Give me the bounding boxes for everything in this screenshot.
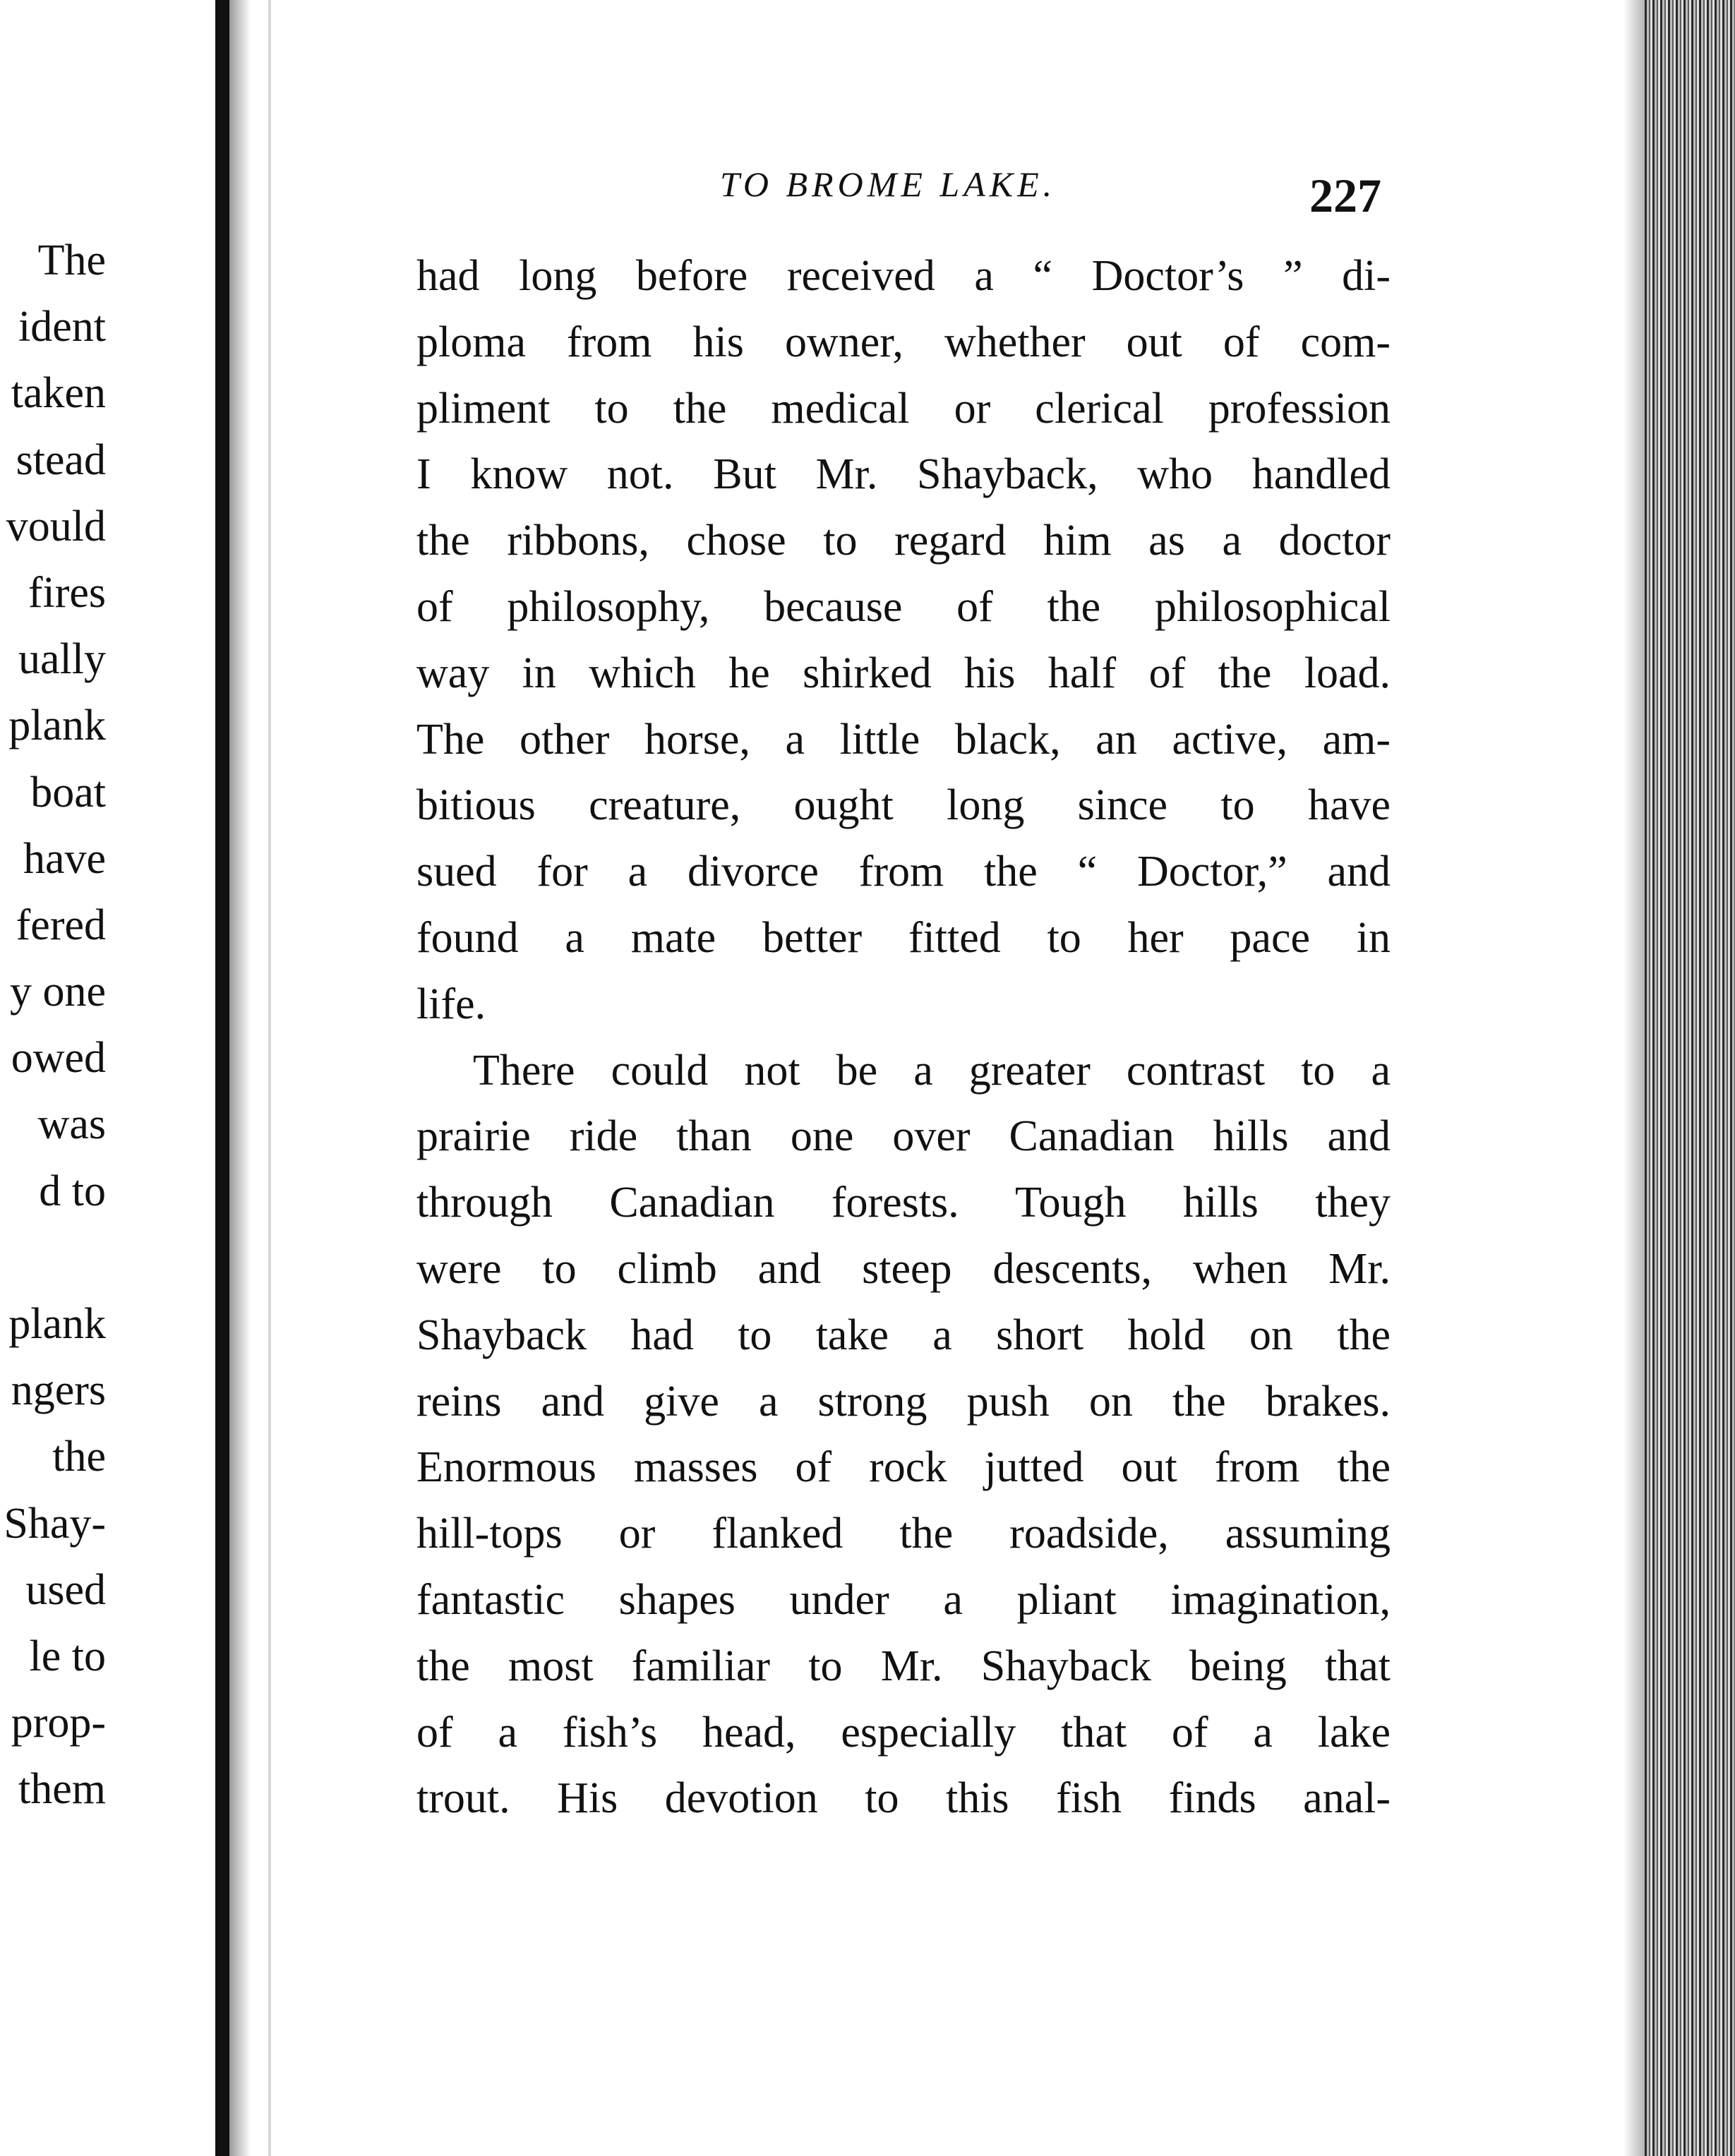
- left-text-line: have: [23, 834, 106, 883]
- left-text-line: d to: [39, 1167, 106, 1215]
- gutter-shadow: [229, 0, 251, 2156]
- left-text-line: was: [37, 1100, 106, 1149]
- left-text-line: fires: [28, 568, 106, 617]
- body-text-line: trout. His devotion to this fish finds anal-: [416, 1774, 1391, 1823]
- body-text-line: reins and give a strong push on the brakes.: [416, 1377, 1391, 1426]
- left-text-line: le to: [29, 1632, 106, 1680]
- page-margin-rule: [268, 0, 271, 2156]
- left-text-line: boat: [30, 768, 106, 817]
- left-text-line: The: [37, 236, 106, 284]
- left-text-line: plank: [8, 701, 106, 750]
- body-text-line: fantastic shapes under a pliant imagination,: [416, 1575, 1391, 1624]
- body-text-line: pliment to the medical or clerical profession: [416, 384, 1391, 433]
- left-text-line: plank: [8, 1300, 106, 1348]
- page-stack-edge: [1645, 0, 1735, 2156]
- left-text-line: used: [25, 1565, 106, 1614]
- body-text-line: had long before received a “ Doctor’s ” di-: [416, 252, 1391, 300]
- body-text-line: prairie ride than one over Canadian hills and: [416, 1112, 1391, 1161]
- left-text-line: prop-: [11, 1699, 106, 1747]
- body-text-line: I know not. But Mr. Shayback, who handled: [416, 450, 1391, 499]
- body-text-line: ploma from his owner, whether out of com-: [416, 318, 1391, 366]
- left-text-line: ngers: [11, 1366, 106, 1415]
- page-edge-shadow: [1623, 0, 1645, 2156]
- body-text-line: Shayback had to take a short hold on the: [416, 1311, 1391, 1359]
- left-text-line: stead: [16, 435, 106, 484]
- left-text-line: vould: [6, 502, 106, 550]
- body-text-line: found a mate better fitted to her pace in: [416, 913, 1391, 962]
- body-text-line: were to climb and steep descents, when Mr.: [416, 1244, 1391, 1293]
- running-head: TO BROME LAKE.: [720, 164, 1057, 204]
- left-text-line: Shay-: [4, 1499, 106, 1548]
- left-text-line: y one: [9, 968, 106, 1016]
- left-text-line: them: [18, 1765, 106, 1814]
- left-page-fragment: [0, 0, 219, 2156]
- left-text-line: taken: [11, 369, 106, 418]
- body-text-line: The other horse, a little black, an active, am-: [416, 715, 1391, 764]
- body-text-line: the most familiar to Mr. Shayback being that: [416, 1642, 1391, 1690]
- body-text-line: the ribbons, chose to regard him as a doctor: [416, 517, 1391, 565]
- body-text-line: Enormous masses of rock jutted out from the: [416, 1443, 1391, 1492]
- left-page-text: [0, 227, 106, 1823]
- body-text-line: of philosophy, because of the philosophical: [416, 582, 1391, 631]
- body-text-line: way in which he shirked his half of the load.: [416, 649, 1391, 697]
- body-text-line: bitious creature, ought long since to have: [416, 781, 1391, 830]
- left-text-line: fered: [16, 901, 106, 949]
- body-text-line: hill-tops or flanked the roadside, assuming: [416, 1510, 1391, 1558]
- book-gutter: [215, 0, 229, 2156]
- left-text-line: the: [52, 1433, 106, 1481]
- body-text-line: of a fish’s head, especially that of a lake: [416, 1708, 1391, 1757]
- body-text-line: life.: [416, 980, 486, 1028]
- page-body-text: [416, 243, 1391, 1832]
- left-text-line: ually: [18, 635, 106, 684]
- left-text-line: [0, 1224, 106, 1291]
- left-text-line: owed: [11, 1034, 106, 1083]
- page-number: 227: [1309, 169, 1381, 222]
- body-text-line: There could not be a greater contrast to a: [473, 1046, 1391, 1095]
- left-text-line: ident: [18, 303, 106, 351]
- body-text-line: through Canadian forests. Tough hills they: [416, 1179, 1391, 1227]
- body-text-line: sued for a divorce from the “ Doctor,” and: [416, 848, 1391, 896]
